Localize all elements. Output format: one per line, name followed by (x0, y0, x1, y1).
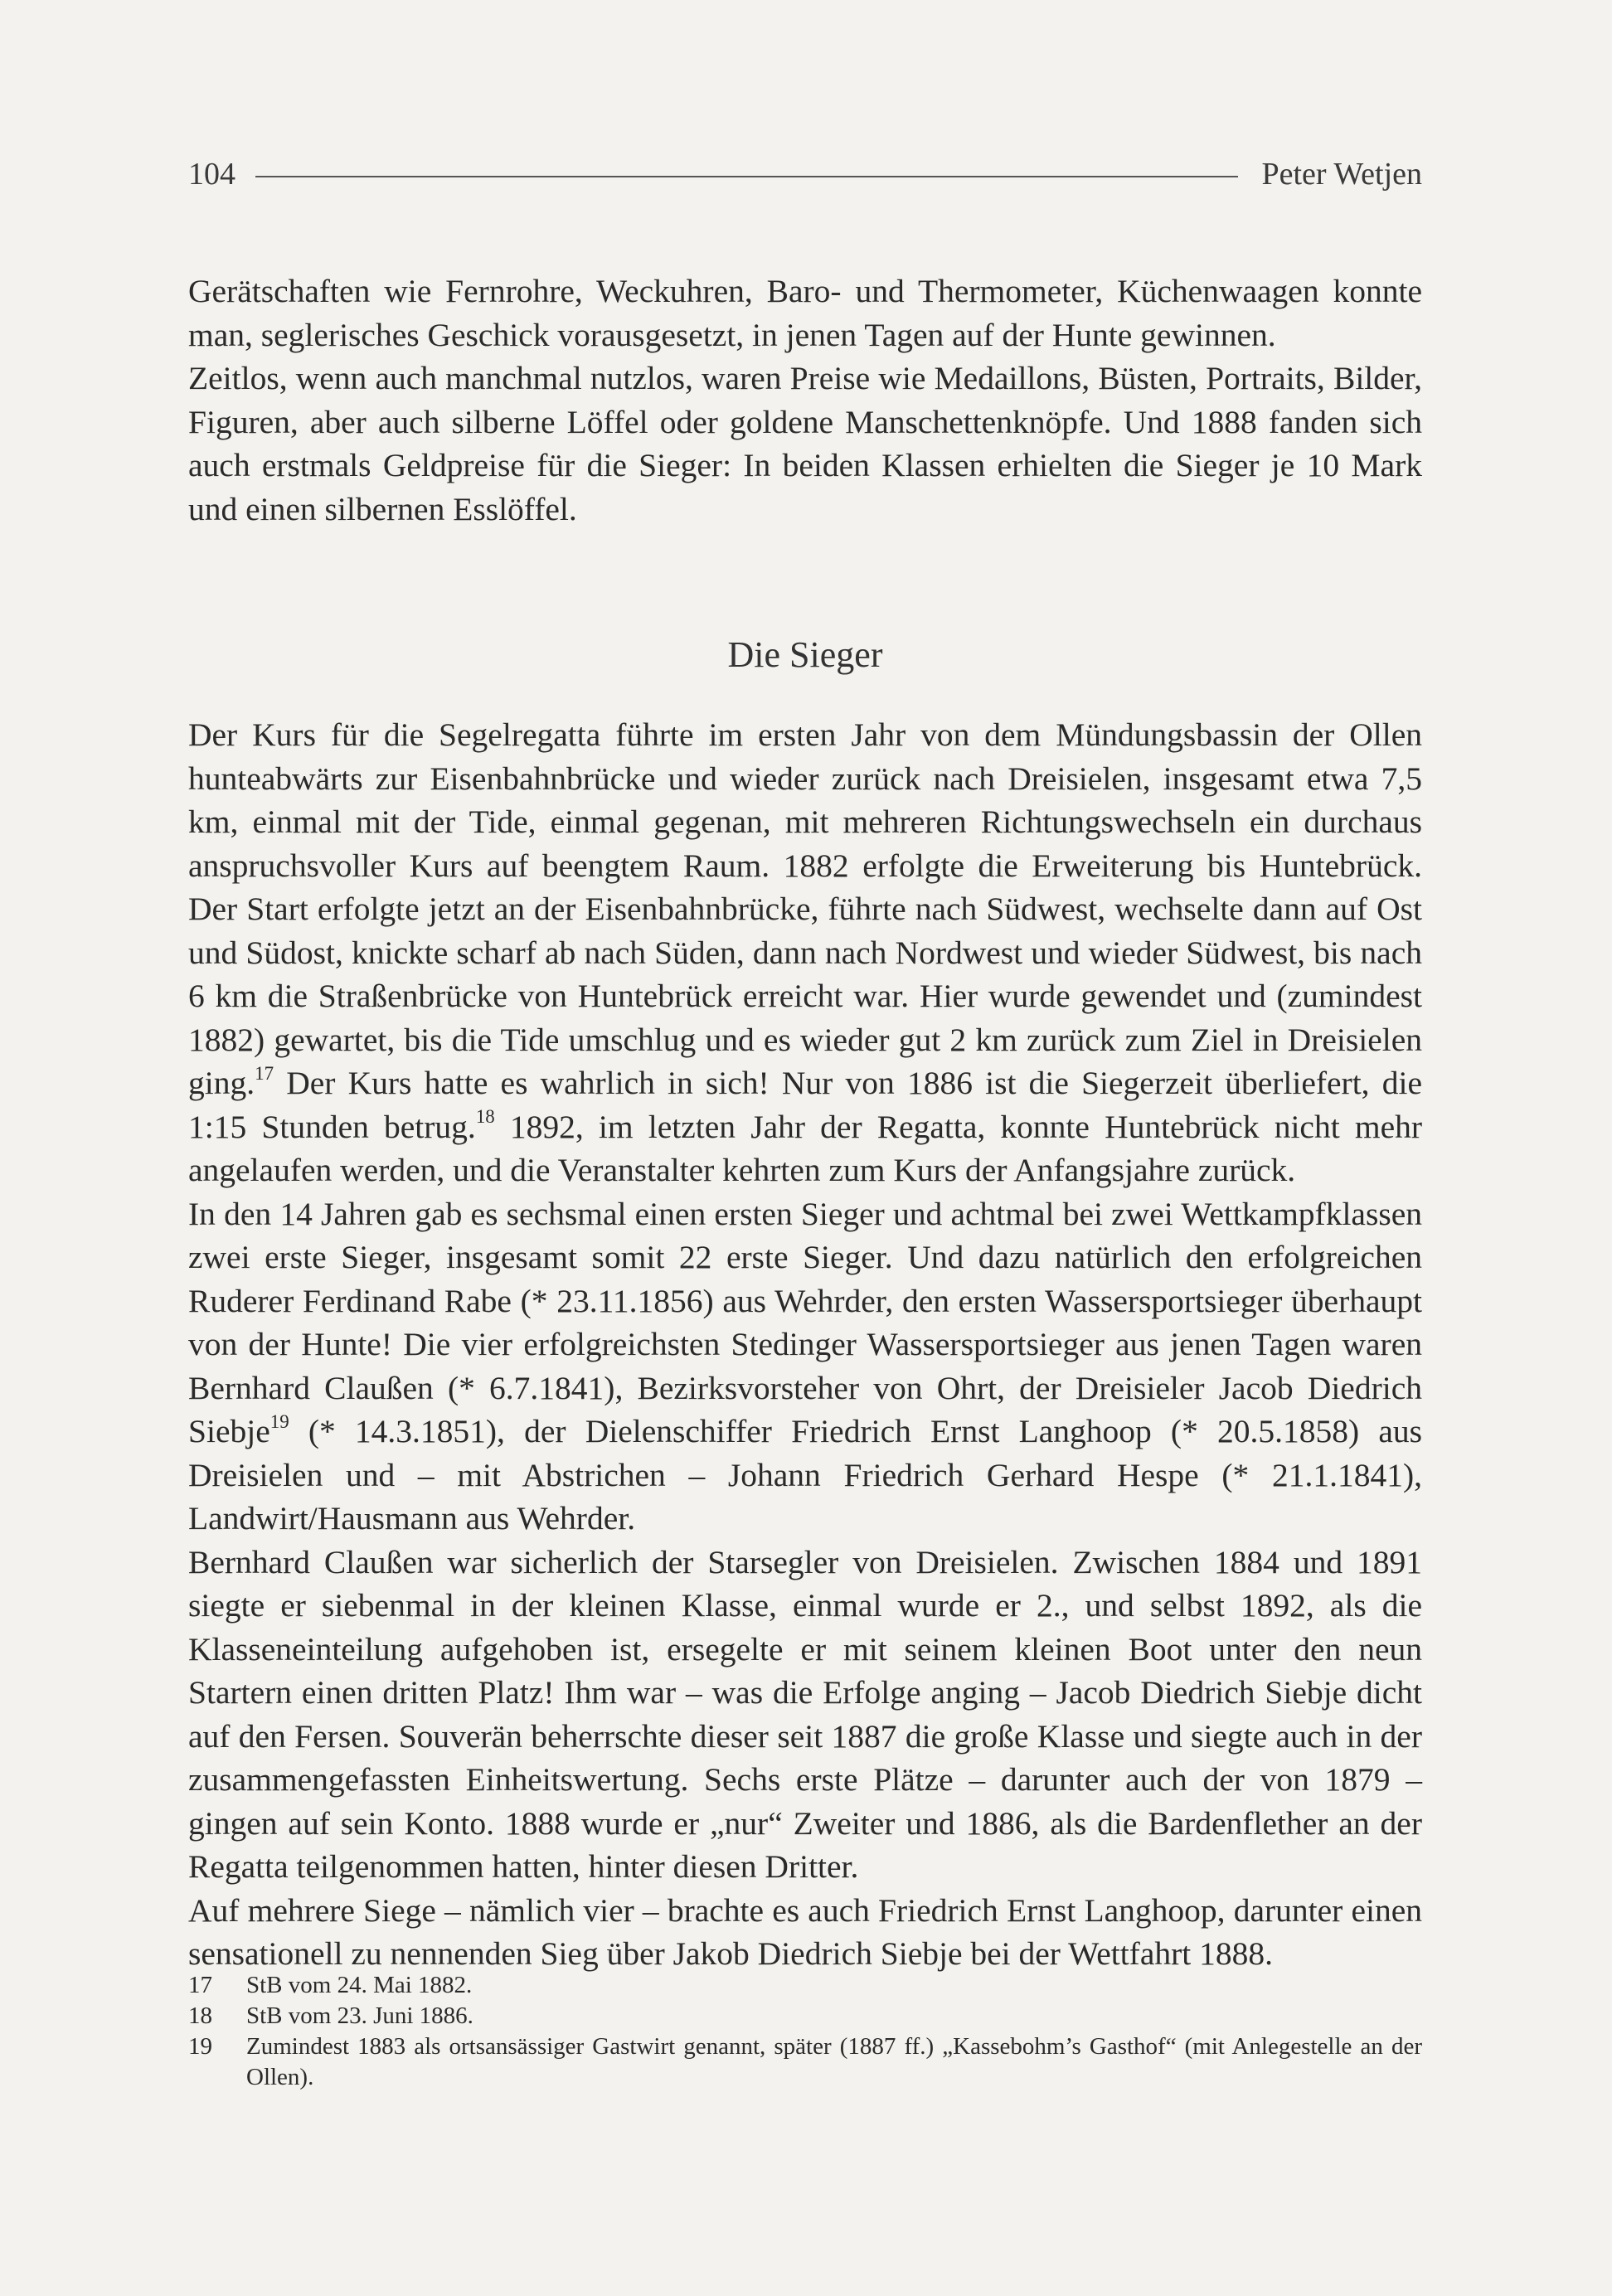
footnote-text: StB vom 24. Mai 1882. (246, 1972, 473, 1998)
section-text (188, 713, 1422, 1976)
footnote-number: 17 (188, 1972, 212, 1998)
header-rule (255, 176, 1238, 177)
footnote-ref-18[interactable]: 18 (475, 1106, 495, 1128)
footnote-17 (188, 1970, 1422, 2001)
footnote-18 (188, 2001, 1422, 2031)
section-paragraph-3: Bernhard Claußen war sicherlich der Starsegler von Dreisielen. Zwischen 1884 und 1891 siegte er siebenmal in der kleinen Klasse, einmal wurde er 2., und selbst 1892, als die Klasseneinteilung aufgehoben ist, ersegelte er mit seinem kleinen Boot unter den neun Startern einen dritten Platz! Ihm war – was die Erfolge anging – Jacob Diedrich Siebje dicht auf den Fersen. Souverän beherrschte dieser seit 1887 die große Klasse und siegte auch in der zusammengefassten Einheitswertung. Sechs erste Plätze – darunter auch der von 1879 – gingen auf sein Konto. 1888 wurde er „nur“ Zweiter und 1886, als die Bardenflether an der Regatta teilgenommen hatten, hinter diesen Dritter. (188, 1543, 1422, 1885)
intro-text (188, 269, 1422, 531)
footnote-ref-17[interactable]: 17 (255, 1062, 274, 1084)
footnote-number: 19 (188, 2033, 212, 2060)
section-paragraph-2 (188, 1192, 1422, 1541)
footnote-text: StB vom 23. Juni 1886. (246, 2002, 473, 2029)
page-number: 104 (188, 157, 235, 192)
paragraph-text: 1892, im letzten Jahr der Regatta, konnte Huntebrück nicht mehr angelaufen werden, und die Veranstalter kehrten zum Kurs der Anfangsjahre zurück. (188, 1108, 1423, 1188)
section-paragraph-4: Auf mehrere Siege – nämlich vier – brachte es auch Friedrich Ernst Langhoop, darunter einen sensationell zu nennenden Sieg über Jakob Diedrich Siebje bei der Wettfahrt 1888. (188, 1891, 1422, 1972)
paragraph-text: Der Kurs hatte es wahrlich in sich! Nur von 1886 ist die Siegerzeit überliefert, die 1:15 Stunden betrug. (188, 1065, 1422, 1145)
intro-paragraph-1: Gerätschaften wie Fernrohre, Weckuhren, Baro- und Thermometer, Küchenwaagen konnte man, seglerisches Geschick vorausgesetzt, in jenen Tagen auf der Hunte gewinnen. (188, 273, 1422, 353)
paragraph-text: In den 14 Jahren gab es sechsmal einen ersten Sieger und achtmal bei zwei Wettkampfklassen zwei erste Sieger, insgesamt somit 22 erste Sieger. Und dazu natürlich den erfolgreichen Ruderer Ferdinand Rabe (* 23.11.1856) aus Wehrder, den ersten Wassersportsieger überhaupt von der Hunte! Die vier erfolgreichsten Stedinger Wassersportsieger aus jenen Tagen waren Bernhard Claußen (* 6.7.1841), Bezirksvorsteher von Ohrt, der Dreisieler Jacob Diedrich Siebje (188, 1195, 1422, 1449)
paragraph-text: Der Kurs für die Segelregatta führte im ersten Jahr von dem Mündungsbassin der Ollen hunteabwärts zur Eisenbahnbrücke und wieder zurück nach Dreisielen, insgesamt etwa 7,5 km, einmal mit der Tide, einmal gegenan, mit mehreren Richtungswechseln ein durchaus anspruchsvoller Kurs auf beengtem Raum. 1882 erfolgte die Erweiterung bis Huntebrück. Der Start erfolgte jetzt an der Eisenbahnbrücke, führte nach Südwest, wechselte dann auf Ost und Südost, knickte scharf ab nach Süden, dann nach Nordwest und wieder Südwest, bis nach 6 km die Straßenbrücke von Huntebrück erreicht war. Hier wurde gewendet und (zumindest 1882) gewartet, bis die Tide umschlug und es wieder gut 2 km zurück zum Ziel in Dreisielen ging. (188, 716, 1422, 1101)
footnotes (188, 1970, 1422, 2093)
footnote-number: 18 (188, 2002, 212, 2029)
footnote-19 (188, 2031, 1422, 2093)
footnote-text: Zumindest 1883 als ortsansässiger Gastwirt genannt, später (1887 ff.) „Kassebohm’s Gasthof“ (mit Anlegestelle an der Ollen). (246, 2033, 1422, 2090)
paragraph-text: (* 14.3.1851), der Dielenschiffer Friedrich Ernst Langhoop (* 20.5.1858) aus Dreisielen und – mit Abstrichen – Johann Friedrich Gerhard Hespe (* 21.1.1841), Landwirt/Hausmann aus Wehrder. (188, 1413, 1422, 1536)
author-name: Peter Wetjen (1261, 157, 1422, 192)
running-head (188, 156, 1422, 192)
section-paragraph-1 (188, 713, 1422, 1192)
section-heading: Die Sieger (727, 634, 883, 675)
footnote-ref-19[interactable]: 19 (269, 1410, 289, 1432)
intro-paragraph-2: Zeitlos, wenn auch manchmal nutzlos, waren Preise wie Medaillons, Büsten, Portraits, Bilder, Figuren, aber auch silberne Löffel oder goldene Manschettenknöpfe. Und 1888 fanden sich auch erstmals Geldpreise für die Sieger: In beiden Klassen erhielten die Sieger je 10 Mark und einen silbernen Esslöffel. (188, 360, 1422, 527)
